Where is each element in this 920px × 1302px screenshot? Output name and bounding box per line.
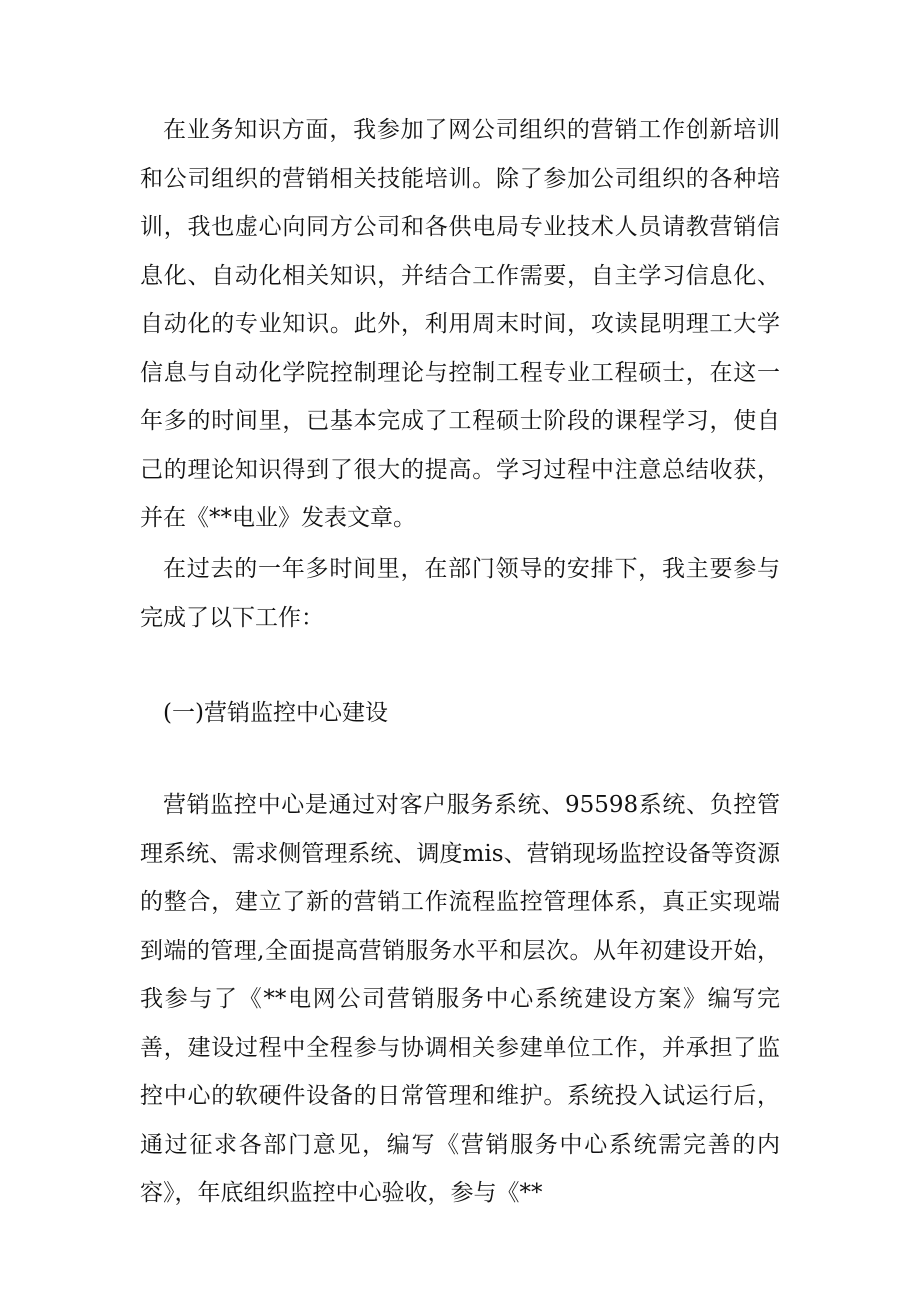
paragraph-monitoring-center-details: 营销监控中心是通过对客户服务系统、95598系统、负控管理系统、需求侧管理系统、调度mis、营销现场监控设备等资源的整合，建立了新的营销工作流程监控管理体系，真正实现端到端的管理,全面提高营销服务水平和层次。从年初建设开始，我参与了《**电网公司营销服务中心系统建设方案》编写完善，建设过程中全程参与协调相关参建单位工作，并承担了监控中心的软硬件设备的日常管理和维护。系统投入试运行后，通过征求各部门意见，编写《营销服务中心系统需完善的内容》，年底组织监控中心验收，参与《**: [140, 792, 780, 1206]
paragraph-business-knowledge: 在业务知识方面，我参加了网公司组织的营销工作创新培训和公司组织的营销相关技能培训。除了参加公司组织的各种培训，我也虚心向同方公司和各供电局专业技术人员请教营销信息化、自动化相关知识，并结合工作需要，自主学习信息化、自动化的专业知识。此外，利用周末时间，攻读昆明理工大学信息与自动化学院控制理论与控制工程专业工程硕士，在这一年多的时间里，已基本完成了工程硕士阶段的课程学习，使自己的理论知识得到了很大的提高。学习过程中注意总结收获，并在《**电业》发表文章。: [140, 117, 780, 531]
paragraph-work-intro: 在过去的一年多时间里，在部门领导的安排下，我主要参与完成了以下工作：: [140, 556, 780, 631]
section-heading-marketing-monitoring-center: (一)营销监控中心建设: [163, 700, 388, 726]
